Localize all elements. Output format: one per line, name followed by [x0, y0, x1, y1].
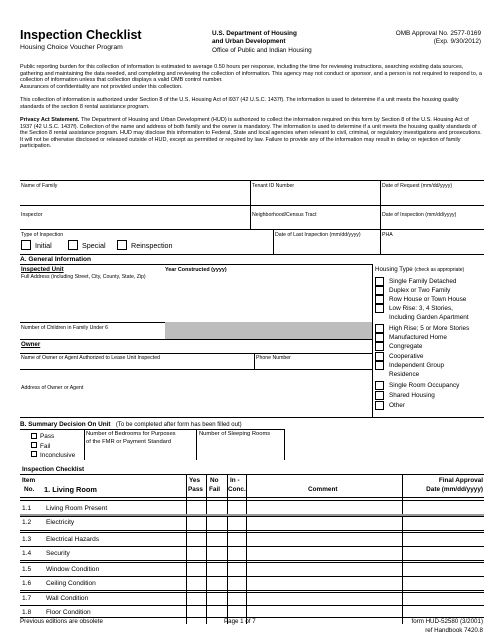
date-last-inspection-label: Date of Last Inspection (mm/dd/yyyy) [275, 232, 361, 238]
comment-header: Comment [308, 486, 338, 493]
section-b-note: (To be completed after form has been filled out) [115, 422, 242, 428]
item-number: 1.7 [22, 595, 32, 602]
no-fail-header-2: Fail [209, 486, 221, 493]
yes-header-1: Yes [189, 477, 201, 484]
bedrooms-label-2: of the FMR or Payment Standard [86, 439, 172, 445]
housing-option: Congregate [389, 343, 423, 350]
full-address-label: Full Address (including Street, City, County, State, Zip) [21, 274, 146, 280]
pass-label: Pass [40, 433, 55, 440]
housing-option: Single Family Detached [389, 278, 457, 285]
owner-label: Owner [21, 341, 41, 348]
item-label: Floor Condition [46, 609, 91, 616]
housing-option: Manufactured Home [389, 334, 447, 341]
item-label: Window Condition [46, 566, 100, 573]
housing-option: Independent Group [389, 362, 445, 369]
reinspection-label: Reinspection [131, 241, 173, 250]
sleeping-rooms-label: Number of Sleeping Rooms [199, 431, 271, 437]
high-rise-checkbox[interactable] [375, 324, 384, 333]
housing-option: High Rise; 5 or More Stories [389, 325, 470, 332]
housing-option: Duplex or Two Family [389, 287, 451, 294]
housing-option: Low Rise: 3, 4 Stories, [389, 305, 453, 312]
congregate-checkbox[interactable] [375, 342, 384, 351]
item-label: Security [46, 550, 70, 557]
inconclusive-label: Inconclusive [40, 452, 76, 459]
owner-name-label: Name of Owner or Agent Authorized to Lease Unit Inspected [21, 355, 160, 361]
year-constructed-label: Year Constructed (yyyy) [165, 267, 227, 273]
footer-handbook: ref Handbook 7420.8 [425, 627, 483, 634]
date-request-label: Date of Request (mm/dd/yyyy) [382, 183, 453, 189]
inspected-unit-label: Inspected Unit [21, 266, 64, 273]
footer-left: Previous editions are obsolete [20, 618, 103, 625]
item-number: 1.1 [22, 505, 32, 512]
item-number: 1.6 [22, 580, 32, 587]
omb-expiration: (Exp. 9/30/2012) [433, 38, 481, 45]
form-subtitle: Housing Choice Voucher Program [20, 44, 123, 51]
item-header: Item [22, 477, 36, 484]
authority-statement: This collection of information is authorized under Section 8 of the U.S. Housing Act of l937 (42 U.S.C. 1437f). The information is used to determine if a unit meets the housing quality standards of the section 8 rental assistance program. [20, 97, 459, 110]
inconclusive-header-2: Conc. [228, 486, 246, 493]
shared-housing-checkbox[interactable] [375, 391, 384, 400]
item-number: 1.3 [22, 536, 32, 543]
phone-number-label: Phone Number [256, 355, 291, 361]
initial-label: Initial [35, 241, 52, 250]
num-children-label: Number of Children in Family Under 6 [21, 325, 109, 331]
num-children-shaded [165, 322, 372, 339]
row-house-checkbox[interactable] [375, 295, 384, 304]
section-b-title-row [20, 421, 242, 428]
footer-page: Page 1 of 7 [224, 618, 256, 625]
name-of-family-label: Name of Family [21, 183, 58, 189]
item-label: Wall Condition [46, 595, 89, 602]
manufactured-checkbox[interactable] [375, 333, 384, 342]
housing-option: Cooperative [389, 353, 424, 360]
agency-line-2: and Urban Development [212, 38, 286, 45]
inconclusive-checkbox[interactable] [31, 451, 37, 457]
owner-address-label: Address of Owner or Agent [21, 385, 84, 391]
item-number: 1.5 [22, 566, 32, 573]
privacy-text: The Department of Housing and Urban Development (HUD) is authorized to collect the information required on this form by Section 8 of the U.S. Housing Act of 1937 (42 U.S.C. 1437f). Collection of the name and address of both family and the owner is mandatory. The information is used to determine if a unit meets the housing quality standards of the Section 8 rental assistance program. HUD may disclose this information to Federal, State and local agencies when relevant to civil, criminal, or regulatory investigations and prosecutions. It will not be otherwise disclosed or released outside of HUD, except as permitted or required by law. Failure to provide any of the information may result in delay or rejection of family participation. [20, 117, 482, 150]
footer-form-number: form HUD-52580 (3/2001) [411, 618, 483, 625]
inspector-label: Inspector [21, 212, 43, 218]
reinspection-checkbox[interactable] [117, 240, 127, 250]
tenant-id-label: Tenant ID Number [252, 183, 295, 189]
neighborhood-label: Neighborhood/Census Tract [252, 212, 317, 218]
privacy-statement [20, 117, 482, 150]
yes-header-2: Pass [188, 486, 203, 493]
privacy-label: Privacy Act Statement. [20, 117, 80, 123]
fail-label: Fail [40, 443, 51, 450]
item-number: 1.8 [22, 609, 32, 616]
housing-option: Other [389, 402, 405, 409]
special-checkbox[interactable] [68, 240, 78, 250]
housing-type-note: (check as appropriate) [414, 267, 465, 273]
type-inspection-label: Type of Inspection [21, 232, 64, 238]
room-header: 1. Living Room [44, 485, 97, 494]
initial-checkbox[interactable] [21, 240, 31, 250]
bedrooms-label-1: Number of Bedrooms for Purposes [86, 431, 176, 437]
final-approval-header-1: Final Approval [438, 477, 483, 484]
section-b-title: B. Summary Decision On Unit [20, 421, 111, 428]
independent-group-checkbox[interactable] [375, 361, 384, 370]
housing-option: Single Room Occupancy [389, 382, 460, 389]
item-label: Electricity [46, 519, 75, 526]
agency-line-3: Office of Public and Indian Housing [212, 47, 312, 54]
housing-type-label: Housing Type [375, 266, 413, 273]
cooperative-checkbox[interactable] [375, 352, 384, 361]
item-number: 1.4 [22, 550, 32, 557]
item-label: Ceiling Condition [46, 580, 96, 587]
no-header: No. [24, 486, 35, 493]
housing-type-title [375, 266, 464, 273]
form-title: Inspection Checklist [20, 28, 142, 42]
omb-number: OMB Approval No. 2577-0169 [395, 30, 481, 37]
low-rise-checkbox[interactable] [375, 304, 384, 313]
sro-checkbox[interactable] [375, 381, 384, 390]
duplex-checkbox[interactable] [375, 286, 384, 295]
single-family-checkbox[interactable] [375, 277, 384, 286]
housing-option: Row House or Town House [389, 296, 467, 303]
burden-statement [20, 64, 482, 90]
confidentiality-note: Assurances of confidentiality are not provided under this collection. [20, 83, 183, 90]
item-number: 1.2 [22, 519, 32, 526]
housing-option: Including Garden Apartment [389, 314, 469, 321]
no-fail-header-1: No [210, 477, 219, 484]
pha-label: PHA [382, 232, 393, 238]
final-approval-header-2: Date (mm/dd/yyyy) [426, 486, 483, 493]
inconclusive-header-1: In - [230, 477, 240, 484]
item-label: Living Room Present [46, 505, 108, 512]
item-label: Electrical Hazards [46, 536, 100, 543]
checklist-title: Inspection Checklist [22, 466, 85, 473]
housing-option: Residence [389, 371, 420, 378]
fail-checkbox[interactable] [31, 442, 37, 448]
pass-checkbox[interactable] [31, 433, 37, 439]
section-a-title: A. General Information [20, 256, 92, 263]
special-label: Special [82, 241, 106, 250]
burden-paragraph: Public reporting burden for this collection of information is estimated to average 0.50 hours per response, including the time for reviewing instructions, searching existing data sources, gathering and maintaining the data needed, and completing and reviewing the collection of information. This agency may not conduct or sponsor, and a person is not required to respond to, a collection of information unless that collection displays a valid OMB control number. [20, 64, 482, 84]
other-checkbox[interactable] [375, 401, 384, 410]
housing-option: Shared Housing [389, 392, 435, 399]
date-inspection-label: Date of Inspection (mm/dd/yyyy) [382, 212, 457, 218]
agency-line-1: U.S. Department of Housing [212, 30, 297, 37]
